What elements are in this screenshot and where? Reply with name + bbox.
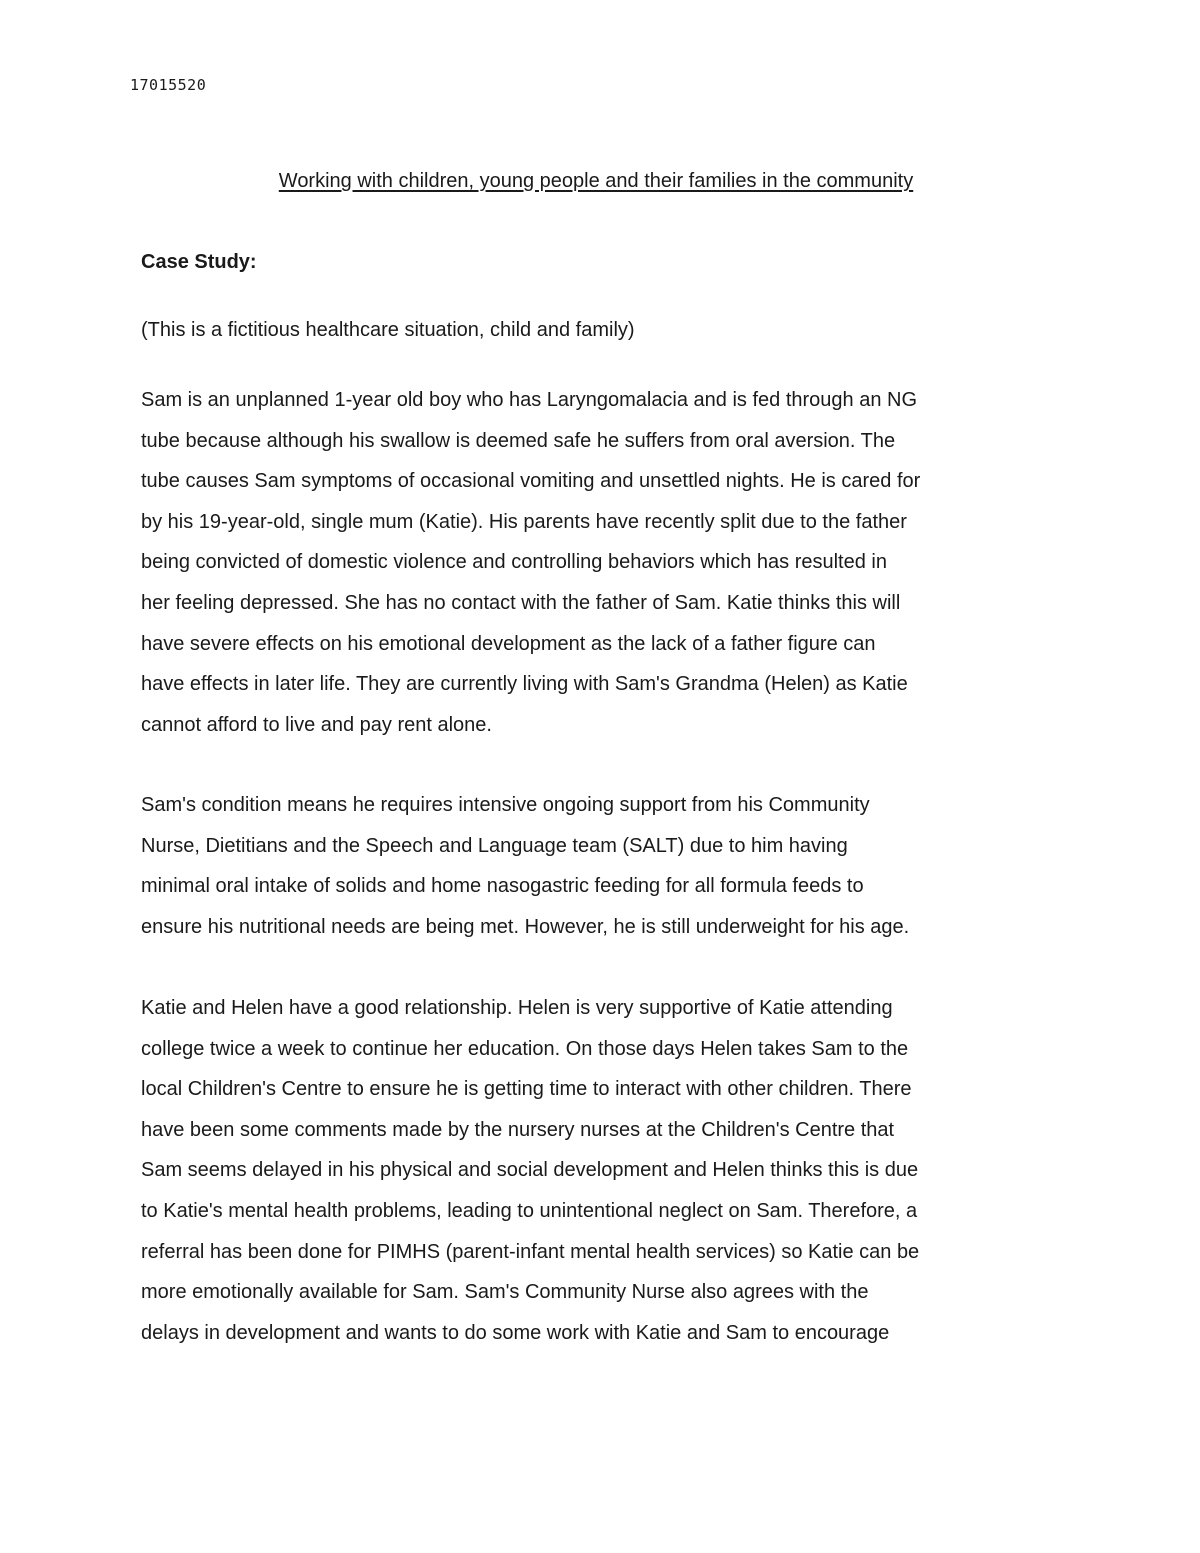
- text-line: Katie and Helen have a good relationship. Helen is very supportive of Katie attending: [141, 997, 893, 1019]
- text-line: Sam seems delayed in his physical and social development and Helen thinks this is due: [141, 1159, 919, 1182]
- text-line: by his 19-year-old, single mum (Katie). His parents have recently split due to the father: [141, 510, 907, 533]
- text-line: being convicted of domestic violence and controlling behaviors which has resulted in: [141, 551, 887, 574]
- text-line: her feeling depressed. She has no contact with the father of Sam. Katie thinks this will: [141, 591, 901, 614]
- paragraph-2: [141, 785, 1081, 947]
- text-line: referral has been done for PIMHS (parent-infant mental health services) so Katie can be: [141, 1240, 920, 1263]
- text-line: delays in development and wants to do some work with Katie and Sam to encourage: [141, 1321, 890, 1344]
- paragraph-1: [141, 380, 1081, 745]
- case-study-note: (This is a fictitious healthcare situation, child and family): [141, 319, 635, 341]
- text-line: Sam's condition means he requires intensive ongoing support from his Community: [141, 794, 870, 816]
- text-line: tube because although his swallow is deemed safe he suffers from oral aversion. The: [141, 429, 896, 452]
- text-line: cannot afford to live and pay rent alone.: [141, 713, 492, 736]
- section-heading: Case Study:: [141, 251, 257, 273]
- text-line: ensure his nutritional needs are being met. However, he is still underweight for his age.: [141, 915, 910, 938]
- text-line: Nurse, Dietitians and the Speech and Language team (SALT) due to him having: [141, 834, 848, 857]
- text-line: college twice a week to continue her education. On those days Helen takes Sam to the: [141, 1037, 909, 1060]
- text-line: have been some comments made by the nursery nurses at the Children's Centre that: [141, 1118, 895, 1141]
- text-line: tube causes Sam symptoms of occasional vomiting and unsettled nights. He is cared for: [141, 470, 921, 493]
- text-line: have effects in later life. They are currently living with Sam's Grandma (Helen) as Katie: [141, 673, 908, 696]
- document-title: Working with children, young people and their families in the community: [278, 170, 914, 192]
- paragraph-3: [141, 988, 1081, 1353]
- student-id: 17015520: [130, 76, 207, 94]
- text-line: more emotionally available for Sam. Sam's Community Nurse also agrees with the: [141, 1281, 869, 1304]
- text-line: to Katie's mental health problems, leading to unintentional neglect on Sam. Therefore, a: [141, 1199, 918, 1222]
- text-line: minimal oral intake of solids and home nasogastric feeding for all formula feeds to: [141, 875, 864, 898]
- text-line: local Children's Centre to ensure he is getting time to interact with other children. There: [141, 1078, 912, 1101]
- text-line: have severe effects on his emotional development as the lack of a father figure can: [141, 632, 876, 655]
- text-line: Sam is an unplanned 1-year old boy who has Laryngomalacia and is fed through an NG: [141, 389, 918, 411]
